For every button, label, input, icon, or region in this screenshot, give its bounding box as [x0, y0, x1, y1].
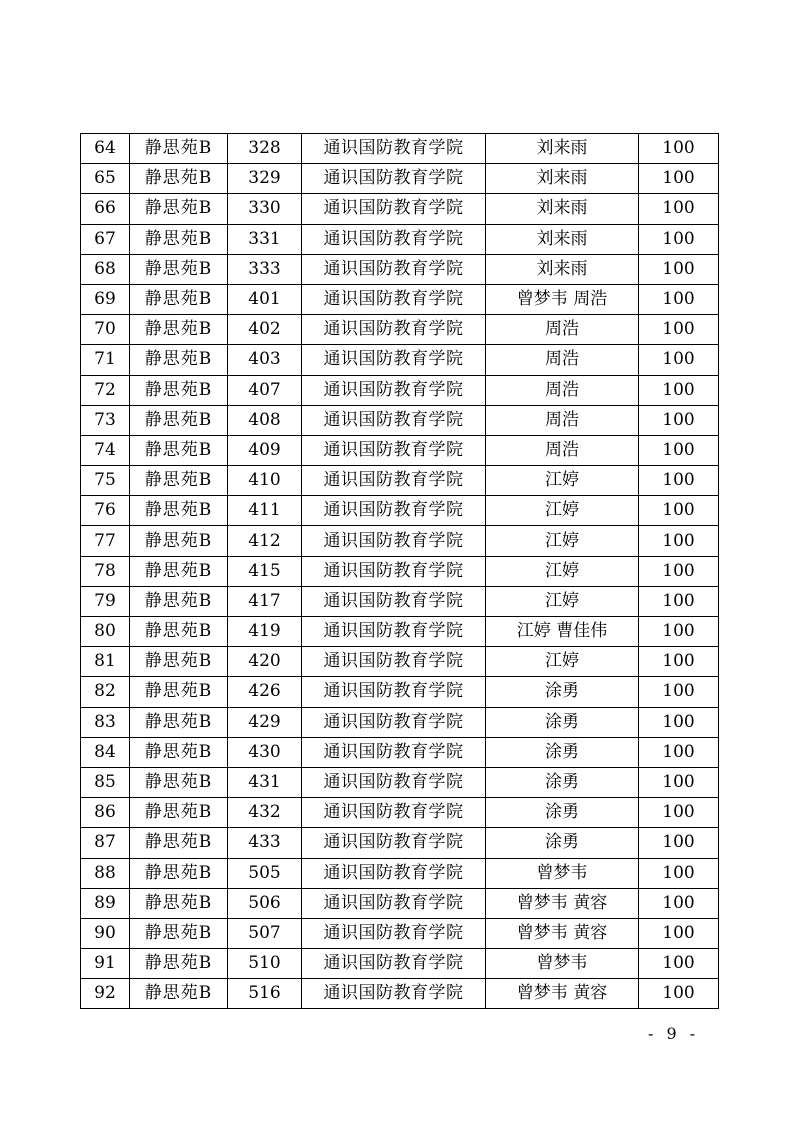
room-number-cell: 403	[228, 345, 302, 375]
dormitory-inspection-table	[80, 133, 719, 1009]
row-number-cell: 69	[81, 284, 130, 314]
building-cell: 静思苑B	[130, 949, 228, 979]
building-cell: 静思苑B	[130, 586, 228, 616]
building-cell: 静思苑B	[130, 858, 228, 888]
building-cell: 静思苑B	[130, 647, 228, 677]
row-number-cell: 83	[81, 707, 130, 737]
college-cell: 通识国防教育学院	[302, 556, 486, 586]
row-number-cell: 66	[81, 194, 130, 224]
score-cell: 100	[639, 496, 719, 526]
college-cell: 通识国防教育学院	[302, 767, 486, 797]
staff-cell: 涂勇	[486, 707, 639, 737]
score-cell: 100	[639, 798, 719, 828]
table-row	[81, 556, 719, 586]
staff-cell: 涂勇	[486, 767, 639, 797]
row-number-cell: 70	[81, 315, 130, 345]
room-number-cell: 412	[228, 526, 302, 556]
staff-cell: 涂勇	[486, 677, 639, 707]
score-cell: 100	[639, 979, 719, 1009]
college-cell: 通识国防教育学院	[302, 496, 486, 526]
staff-cell: 刘来雨	[486, 194, 639, 224]
row-number-cell: 91	[81, 949, 130, 979]
room-number-cell: 507	[228, 918, 302, 948]
college-cell: 通识国防教育学院	[302, 194, 486, 224]
staff-cell: 涂勇	[486, 737, 639, 767]
college-cell: 通识国防教育学院	[302, 526, 486, 556]
table-row	[81, 164, 719, 194]
table-row	[81, 405, 719, 435]
staff-cell: 曾梦韦	[486, 949, 639, 979]
room-number-cell: 516	[228, 979, 302, 1009]
score-cell: 100	[639, 435, 719, 465]
row-number-cell: 64	[81, 134, 130, 164]
staff-cell: 曾梦韦 黄容	[486, 979, 639, 1009]
row-number-cell: 84	[81, 737, 130, 767]
college-cell: 通识国防教育学院	[302, 617, 486, 647]
score-cell: 100	[639, 707, 719, 737]
score-cell: 100	[639, 767, 719, 797]
room-number-cell: 330	[228, 194, 302, 224]
room-number-cell: 408	[228, 405, 302, 435]
room-number-cell: 328	[228, 134, 302, 164]
building-cell: 静思苑B	[130, 405, 228, 435]
building-cell: 静思苑B	[130, 888, 228, 918]
college-cell: 通识国防教育学院	[302, 435, 486, 465]
college-cell: 通识国防教育学院	[302, 798, 486, 828]
staff-cell: 曾梦韦 黄容	[486, 918, 639, 948]
row-number-cell: 78	[81, 556, 130, 586]
score-cell: 100	[639, 918, 719, 948]
building-cell: 静思苑B	[130, 134, 228, 164]
staff-cell: 刘来雨	[486, 224, 639, 254]
building-cell: 静思苑B	[130, 224, 228, 254]
building-cell: 静思苑B	[130, 556, 228, 586]
score-cell: 100	[639, 345, 719, 375]
table-row	[81, 798, 719, 828]
row-number-cell: 65	[81, 164, 130, 194]
table-row	[81, 435, 719, 465]
room-number-cell: 433	[228, 828, 302, 858]
room-number-cell: 415	[228, 556, 302, 586]
staff-cell: 刘来雨	[486, 254, 639, 284]
room-number-cell: 407	[228, 375, 302, 405]
college-cell: 通识国防教育学院	[302, 647, 486, 677]
room-number-cell: 419	[228, 617, 302, 647]
row-number-cell: 76	[81, 496, 130, 526]
score-cell: 100	[639, 164, 719, 194]
staff-cell: 江婷	[486, 466, 639, 496]
building-cell: 静思苑B	[130, 194, 228, 224]
table-row	[81, 375, 719, 405]
score-cell: 100	[639, 466, 719, 496]
college-cell: 通识国防教育学院	[302, 858, 486, 888]
building-cell: 静思苑B	[130, 254, 228, 284]
table-row	[81, 767, 719, 797]
table-row	[81, 949, 719, 979]
row-number-cell: 67	[81, 224, 130, 254]
building-cell: 静思苑B	[130, 707, 228, 737]
college-cell: 通识国防教育学院	[302, 979, 486, 1009]
table-row	[81, 345, 719, 375]
room-number-cell: 402	[228, 315, 302, 345]
row-number-cell: 74	[81, 435, 130, 465]
room-number-cell: 331	[228, 224, 302, 254]
college-cell: 通识国防教育学院	[302, 586, 486, 616]
college-cell: 通识国防教育学院	[302, 134, 486, 164]
college-cell: 通识国防教育学院	[302, 345, 486, 375]
row-number-cell: 88	[81, 858, 130, 888]
score-cell: 100	[639, 315, 719, 345]
college-cell: 通识国防教育学院	[302, 405, 486, 435]
room-number-cell: 426	[228, 677, 302, 707]
table-row	[81, 737, 719, 767]
room-number-cell: 505	[228, 858, 302, 888]
table-row	[81, 617, 719, 647]
table-row	[81, 224, 719, 254]
table-row	[81, 466, 719, 496]
college-cell: 通识国防教育学院	[302, 918, 486, 948]
college-cell: 通识国防教育学院	[302, 315, 486, 345]
building-cell: 静思苑B	[130, 345, 228, 375]
staff-cell: 刘来雨	[486, 134, 639, 164]
score-cell: 100	[639, 858, 719, 888]
score-cell: 100	[639, 284, 719, 314]
score-cell: 100	[639, 375, 719, 405]
staff-cell: 涂勇	[486, 798, 639, 828]
college-cell: 通识国防教育学院	[302, 677, 486, 707]
room-number-cell: 417	[228, 586, 302, 616]
score-cell: 100	[639, 888, 719, 918]
room-number-cell: 410	[228, 466, 302, 496]
row-number-cell: 71	[81, 345, 130, 375]
table-row	[81, 828, 719, 858]
college-cell: 通识国防教育学院	[302, 284, 486, 314]
staff-cell: 周浩	[486, 405, 639, 435]
staff-cell: 江婷	[486, 526, 639, 556]
table-row	[81, 194, 719, 224]
table-row	[81, 918, 719, 948]
staff-cell: 周浩	[486, 345, 639, 375]
score-cell: 100	[639, 737, 719, 767]
row-number-cell: 72	[81, 375, 130, 405]
building-cell: 静思苑B	[130, 798, 228, 828]
college-cell: 通识国防教育学院	[302, 707, 486, 737]
college-cell: 通识国防教育学院	[302, 164, 486, 194]
staff-cell: 江婷	[486, 647, 639, 677]
row-number-cell: 68	[81, 254, 130, 284]
table-row	[81, 707, 719, 737]
building-cell: 静思苑B	[130, 435, 228, 465]
room-number-cell: 429	[228, 707, 302, 737]
building-cell: 静思苑B	[130, 315, 228, 345]
row-number-cell: 82	[81, 677, 130, 707]
building-cell: 静思苑B	[130, 677, 228, 707]
score-cell: 100	[639, 828, 719, 858]
row-number-cell: 81	[81, 647, 130, 677]
room-number-cell: 506	[228, 888, 302, 918]
college-cell: 通识国防教育学院	[302, 888, 486, 918]
score-cell: 100	[639, 617, 719, 647]
building-cell: 静思苑B	[130, 164, 228, 194]
building-cell: 静思苑B	[130, 526, 228, 556]
room-number-cell: 432	[228, 798, 302, 828]
row-number-cell: 80	[81, 617, 130, 647]
table-row	[81, 858, 719, 888]
staff-cell: 曾梦韦 周浩	[486, 284, 639, 314]
table-row	[81, 134, 719, 164]
page-number: - 9 -	[648, 1024, 700, 1043]
room-number-cell: 401	[228, 284, 302, 314]
table-row	[81, 254, 719, 284]
row-number-cell: 77	[81, 526, 130, 556]
score-cell: 100	[639, 194, 719, 224]
row-number-cell: 73	[81, 405, 130, 435]
room-number-cell: 430	[228, 737, 302, 767]
staff-cell: 江婷	[486, 556, 639, 586]
row-number-cell: 89	[81, 888, 130, 918]
staff-cell: 江婷	[486, 586, 639, 616]
room-number-cell: 420	[228, 647, 302, 677]
building-cell: 静思苑B	[130, 918, 228, 948]
row-number-cell: 75	[81, 466, 130, 496]
score-cell: 100	[639, 224, 719, 254]
table-body	[81, 134, 719, 1009]
room-number-cell: 329	[228, 164, 302, 194]
staff-cell: 周浩	[486, 435, 639, 465]
building-cell: 静思苑B	[130, 737, 228, 767]
score-cell: 100	[639, 556, 719, 586]
staff-cell: 江婷 曹佳伟	[486, 617, 639, 647]
staff-cell: 周浩	[486, 375, 639, 405]
building-cell: 静思苑B	[130, 979, 228, 1009]
score-cell: 100	[639, 949, 719, 979]
staff-cell: 曾梦韦	[486, 858, 639, 888]
score-cell: 100	[639, 647, 719, 677]
college-cell: 通识国防教育学院	[302, 737, 486, 767]
college-cell: 通识国防教育学院	[302, 375, 486, 405]
college-cell: 通识国防教育学院	[302, 254, 486, 284]
room-number-cell: 431	[228, 767, 302, 797]
table-row	[81, 496, 719, 526]
room-number-cell: 411	[228, 496, 302, 526]
building-cell: 静思苑B	[130, 617, 228, 647]
score-cell: 100	[639, 677, 719, 707]
room-number-cell: 409	[228, 435, 302, 465]
score-cell: 100	[639, 586, 719, 616]
college-cell: 通识国防教育学院	[302, 224, 486, 254]
college-cell: 通识国防教育学院	[302, 828, 486, 858]
row-number-cell: 79	[81, 586, 130, 616]
college-cell: 通识国防教育学院	[302, 466, 486, 496]
building-cell: 静思苑B	[130, 375, 228, 405]
building-cell: 静思苑B	[130, 828, 228, 858]
row-number-cell: 92	[81, 979, 130, 1009]
table-row	[81, 979, 719, 1009]
building-cell: 静思苑B	[130, 496, 228, 526]
staff-cell: 刘来雨	[486, 164, 639, 194]
college-cell: 通识国防教育学院	[302, 949, 486, 979]
staff-cell: 曾梦韦 黄容	[486, 888, 639, 918]
table-row	[81, 284, 719, 314]
row-number-cell: 87	[81, 828, 130, 858]
table-row	[81, 647, 719, 677]
table-row	[81, 315, 719, 345]
table-row	[81, 888, 719, 918]
table-row	[81, 586, 719, 616]
table-row	[81, 526, 719, 556]
table-row	[81, 677, 719, 707]
staff-cell: 江婷	[486, 496, 639, 526]
row-number-cell: 86	[81, 798, 130, 828]
row-number-cell: 85	[81, 767, 130, 797]
staff-cell: 周浩	[486, 315, 639, 345]
building-cell: 静思苑B	[130, 767, 228, 797]
score-cell: 100	[639, 405, 719, 435]
building-cell: 静思苑B	[130, 466, 228, 496]
score-cell: 100	[639, 134, 719, 164]
building-cell: 静思苑B	[130, 284, 228, 314]
room-number-cell: 333	[228, 254, 302, 284]
staff-cell: 涂勇	[486, 828, 639, 858]
score-cell: 100	[639, 526, 719, 556]
row-number-cell: 90	[81, 918, 130, 948]
score-cell: 100	[639, 254, 719, 284]
room-number-cell: 510	[228, 949, 302, 979]
